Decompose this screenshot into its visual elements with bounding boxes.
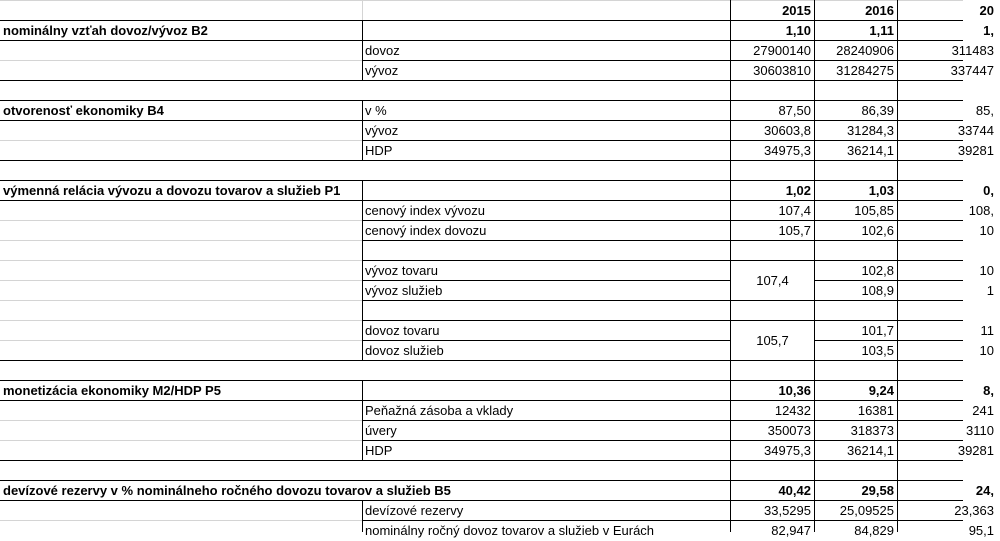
section-title[interactable]: nominálny vzťah dovoz/vývoz B2: [3, 23, 208, 38]
grid-line: [362, 220, 963, 221]
grid-line: [814, 340, 963, 341]
grid-line: [0, 80, 963, 81]
value-cell[interactable]: 108,9: [861, 283, 894, 298]
value-cell[interactable]: 84,829: [854, 523, 894, 538]
grid-line: [0, 500, 963, 501]
value-cell[interactable]: 33744: [957, 123, 994, 138]
value-cell[interactable]: 82,947: [771, 523, 811, 538]
row-label[interactable]: v %: [365, 103, 387, 118]
value-cell[interactable]: 16381: [857, 403, 894, 418]
value-cell[interactable]: 1,: [983, 23, 994, 38]
row-label[interactable]: vývoz: [365, 123, 399, 138]
value-cell[interactable]: 1,02: [785, 183, 811, 198]
grid-line: [362, 280, 731, 281]
value-cell[interactable]: 24,: [975, 483, 994, 498]
row-label[interactable]: cenový index dovozu: [365, 223, 487, 238]
merged-value-cell[interactable]: 107,4: [731, 261, 814, 300]
grid-line: [0, 120, 963, 121]
table-row: [0, 281, 1000, 301]
value-cell[interactable]: 23,363: [954, 503, 994, 518]
grid-line: [814, 0, 815, 532]
grid-line: [362, 260, 963, 261]
table-row: [0, 121, 1000, 141]
table-row: [0, 321, 1000, 341]
value-cell[interactable]: 10: [979, 343, 994, 358]
grid-line: [0, 60, 362, 61]
grid-line: [0, 280, 362, 281]
value-cell[interactable]: 318373: [850, 423, 894, 438]
row-label[interactable]: vývoz: [365, 63, 399, 78]
value-cell[interactable]: 3110: [966, 423, 994, 438]
grid-line: [0, 300, 362, 301]
value-cell[interactable]: 10,36: [778, 383, 811, 398]
value-cell[interactable]: 103,5: [861, 343, 894, 358]
value-cell[interactable]: 1,10: [785, 23, 811, 38]
grid-line: [0, 160, 963, 161]
value-cell[interactable]: 40,42: [778, 483, 811, 498]
table-row: [0, 141, 1000, 161]
value-cell[interactable]: 86,39: [861, 103, 894, 118]
table-row: [0, 421, 1000, 441]
value-cell[interactable]: 337447: [950, 63, 994, 78]
value-cell[interactable]: 87,50: [778, 103, 811, 118]
value-cell[interactable]: 30603810: [753, 63, 811, 78]
grid-line: [362, 500, 363, 532]
row-label[interactable]: vývoz tovaru: [365, 263, 438, 278]
year-header-row: [0, 1, 1000, 21]
value-cell[interactable]: 1,03: [868, 183, 894, 198]
grid-line: [814, 280, 963, 281]
value-cell[interactable]: 107,4: [778, 203, 811, 218]
year-2016[interactable]: 2016: [865, 3, 894, 18]
value-cell[interactable]: 350073: [767, 423, 811, 438]
grid-line: [0, 40, 963, 41]
table-row: [0, 201, 1000, 221]
grid-line: [897, 0, 898, 532]
row-label[interactable]: vývoz služieb: [365, 283, 443, 298]
value-cell[interactable]: 31284,3: [847, 123, 894, 138]
value-cell[interactable]: 108,: [968, 203, 994, 218]
value-cell[interactable]: 1: [986, 283, 994, 298]
value-cell[interactable]: 10: [979, 263, 994, 278]
value-cell[interactable]: 25,09525: [839, 503, 894, 518]
grid-line: [362, 240, 963, 241]
grid-line: [0, 520, 362, 521]
grid-line: [0, 180, 963, 181]
row-label[interactable]: HDP: [365, 143, 393, 158]
value-cell[interactable]: 95,1: [968, 523, 994, 538]
grid-line: [0, 260, 362, 261]
table-row: [0, 221, 1000, 241]
table-row: [0, 261, 1000, 281]
section-title[interactable]: devízové rezervy v % nominálneho ročného dovozu tovarov a služieb B5: [3, 483, 451, 498]
grid-line: [362, 320, 963, 321]
value-cell[interactable]: 31284275: [836, 63, 894, 78]
grid-line: [362, 300, 963, 301]
value-cell[interactable]: 11: [980, 323, 994, 338]
grid-line: [0, 0, 963, 1]
table-row: [0, 41, 1000, 61]
value-cell[interactable]: 34975,3: [764, 443, 811, 458]
section-title[interactable]: monetizácia ekonomiky M2/HDP P5: [3, 383, 221, 398]
value-cell[interactable]: 101,7: [861, 323, 894, 338]
section-title-row: [0, 21, 1000, 41]
value-cell[interactable]: 30603,8: [764, 123, 811, 138]
value-cell[interactable]: 34975,3: [764, 143, 811, 158]
table-row: [0, 341, 1000, 361]
row-label[interactable]: HDP: [365, 443, 393, 458]
value-cell[interactable]: 102,6: [861, 223, 894, 238]
grid-line: [0, 320, 362, 321]
value-cell[interactable]: 8,: [983, 383, 994, 398]
value-cell[interactable]: 28240906: [836, 43, 894, 58]
section-title-row: [0, 481, 1000, 501]
row-label[interactable]: dovoz služieb: [365, 343, 444, 358]
grid-line: [0, 200, 963, 201]
value-cell[interactable]: 27900140: [753, 43, 811, 58]
grid-line: [0, 460, 963, 461]
row-label[interactable]: úvery: [365, 423, 397, 438]
grid-line: [362, 340, 731, 341]
value-cell[interactable]: 0,: [983, 183, 994, 198]
grid-line: [362, 380, 363, 460]
grid-line: [0, 380, 963, 381]
table-row: [0, 521, 1000, 541]
grid-line: [0, 100, 963, 101]
value-cell[interactable]: 102,8: [861, 263, 894, 278]
table-row: [0, 401, 1000, 421]
value-cell[interactable]: 10: [979, 223, 994, 238]
value-cell[interactable]: 36214,1: [847, 143, 894, 158]
grid-line: [362, 0, 363, 20]
year-2017[interactable]: 20: [979, 3, 994, 18]
row-label[interactable]: nominálny ročný dovoz tovarov a služieb v Eurách: [365, 523, 655, 538]
value-cell[interactable]: 9,24: [868, 383, 894, 398]
value-cell[interactable]: 39281: [957, 443, 994, 458]
grid-line: [0, 220, 362, 221]
value-cell[interactable]: 29,58: [861, 483, 894, 498]
value-cell[interactable]: 311483: [951, 43, 994, 58]
year-2015[interactable]: 2015: [782, 3, 811, 18]
grid-line: [362, 180, 363, 360]
row-label[interactable]: dovoz tovaru: [365, 323, 440, 338]
grid-line: [0, 20, 963, 21]
merged-value-cell[interactable]: 105,7: [731, 321, 814, 360]
section-title-row: [0, 101, 1000, 121]
value-cell[interactable]: 39281: [957, 143, 994, 158]
section-title-row: [0, 381, 1000, 401]
grid-line: [362, 520, 963, 521]
value-cell[interactable]: 85,: [975, 103, 994, 118]
row-label[interactable]: devízové rezervy: [365, 503, 464, 518]
grid-line: [0, 360, 963, 361]
row-label[interactable]: cenový index vývozu: [365, 203, 485, 218]
grid-line: [362, 140, 963, 141]
grid-line: [0, 480, 963, 481]
grid-line: [362, 100, 363, 160]
value-cell[interactable]: 105,85: [854, 203, 894, 218]
value-cell[interactable]: 105,7: [778, 223, 811, 238]
row-label[interactable]: Peňažná zásoba a vklady: [365, 403, 514, 418]
grid-line: [362, 60, 963, 61]
value-cell[interactable]: 241: [972, 403, 994, 418]
grid-line: [362, 440, 963, 441]
section-title[interactable]: otvorenosť ekonomiky B4: [3, 103, 164, 118]
grid-line: [0, 140, 362, 141]
grid-line: [0, 340, 362, 341]
section-title-row: [0, 181, 1000, 201]
table-row: [0, 501, 1000, 521]
table-row: [0, 61, 1000, 81]
table-row: [0, 441, 1000, 461]
grid-line: [0, 440, 362, 441]
grid-line: [0, 420, 362, 421]
grid-line: [362, 420, 963, 421]
value-cell[interactable]: 1,11: [869, 23, 894, 38]
grid-line: [0, 400, 963, 401]
grid-line: [0, 240, 362, 241]
value-cell[interactable]: 33,5295: [764, 503, 811, 518]
value-cell[interactable]: 36214,1: [847, 443, 894, 458]
row-label[interactable]: dovoz: [365, 43, 400, 58]
section-title[interactable]: výmenná relácia vývozu a dovozu tovarov a služieb P1: [3, 183, 341, 198]
value-cell[interactable]: 12432: [774, 403, 811, 418]
grid-line: [362, 20, 363, 80]
